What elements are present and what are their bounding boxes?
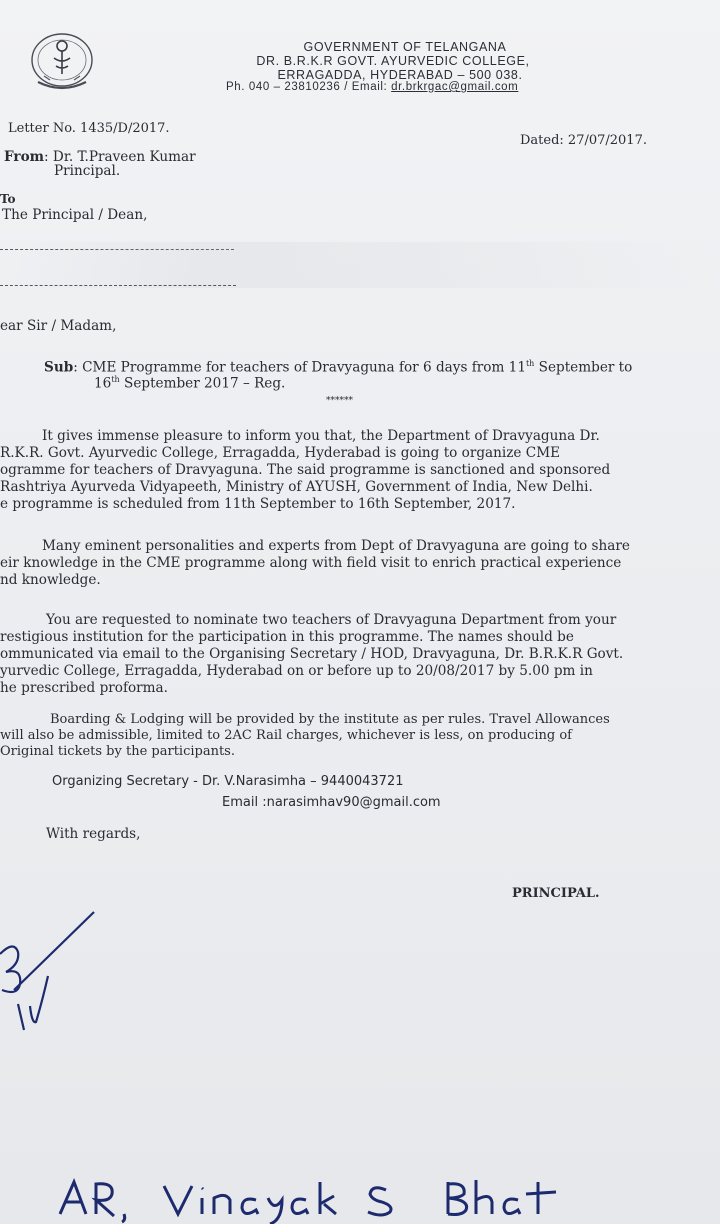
to-label: To	[0, 192, 16, 206]
handwritten-initials	[0, 906, 110, 1038]
subject-text-a: : CME Programme for teachers of Dravyaguna for 6 days from 11	[73, 359, 526, 376]
para3-line: ommunicated via email to the Organising Secretary / HOD, Dravyaguna, Dr. B.R.K.R Govt.	[0, 646, 624, 662]
para4-line: Original tickets by the participants.	[0, 744, 235, 759]
handwritten-name-signature	[56, 1170, 616, 1224]
subject-sup-1: th	[525, 359, 535, 368]
from-title: Principal.	[54, 163, 121, 179]
subject-text-d: September 2017 – Reg.	[119, 375, 286, 392]
para1-line: Rashtriya Ayurveda Vidyapeeth, Ministry of AYUSH, Government of India, New Delhi.	[0, 479, 593, 495]
address-blank-line-2	[0, 285, 236, 286]
faint-show-through	[0, 242, 720, 288]
college-seal-logo	[24, 30, 100, 96]
to-line: The Principal / Dean,	[2, 207, 148, 223]
header-contact	[226, 81, 518, 93]
para3-line: restigious institution for the participation in this programme. The names should be	[0, 629, 574, 645]
para2-line: nd knowledge.	[0, 572, 101, 588]
subject-text-b: September to	[534, 359, 633, 376]
para3-line: he prescribed proforma.	[0, 680, 168, 696]
salutation: ear Sir / Madam,	[0, 318, 117, 334]
header-email-link[interactable]: dr.brkrgac@gmail.com	[391, 81, 519, 93]
header-line-college: DR. B.R.K.R GOVT. AYURVEDIC COLLEGE,	[256, 54, 530, 68]
para1-line: ogramme for teachers of Dravyaguna. The said programme is sanctioned and sponsored	[0, 462, 611, 478]
from-label: From	[4, 149, 45, 165]
organizing-secretary: Organizing Secretary - Dr. V.Narasimha – 9440043721	[52, 774, 404, 789]
subject-text-c: 16	[94, 375, 112, 392]
header-line-address: ERRAGADDA, HYDERABAD – 500 038.	[277, 68, 523, 82]
organizer-email: Email :narasimhav90@gmail.com	[222, 795, 441, 810]
subject-line-1	[44, 359, 632, 376]
from-name: : Dr. T.Praveen Kumar	[44, 149, 196, 165]
header-line-government: GOVERNMENT OF TELANGANA	[303, 40, 507, 54]
para1-line: It gives immense pleasure to inform you that, the Department of Dravyaguna Dr.	[42, 428, 600, 444]
subject-line-2	[94, 375, 285, 392]
principal-signoff: PRINCIPAL.	[512, 886, 600, 901]
para3-line: You are requested to nominate two teachers of Dravyaguna Department from your	[46, 612, 617, 628]
para2-line: eir knowledge in the CME programme along with field visit to enrich practical experience	[0, 555, 622, 571]
para2-line: Many eminent personalities and experts from Dept of Dravyaguna are going to share	[42, 538, 630, 554]
subject-label: Sub	[44, 359, 74, 376]
letter-date: Dated: 27/07/2017.	[520, 133, 647, 148]
para1-line: R.K.R. Govt. Ayurvedic College, Erragadda, Hyderabad is going to organize CME	[0, 445, 561, 461]
para4-line: Boarding & Lodging will be provided by the institute as per rules. Travel Allowances	[50, 712, 610, 727]
subject-sup-2: th	[111, 375, 120, 384]
subject-separator-stars: ******	[326, 396, 353, 406]
para1-line: e programme is scheduled from 11th September to 16th September, 2017.	[0, 496, 516, 512]
header-phone: Ph. 040 – 23810236 / Email:	[226, 81, 392, 93]
para3-line: yurvedic College, Erragadda, Hyderabad on or before up to 20/08/2017 by 5.00 pm in	[0, 663, 593, 679]
para4-line: will also be admissible, limited to 2AC Rail charges, whichever is less, on producing of	[0, 728, 572, 743]
closing-regards: With regards,	[46, 826, 141, 842]
letter-number: Letter No. 1435/D/2017.	[8, 121, 170, 136]
